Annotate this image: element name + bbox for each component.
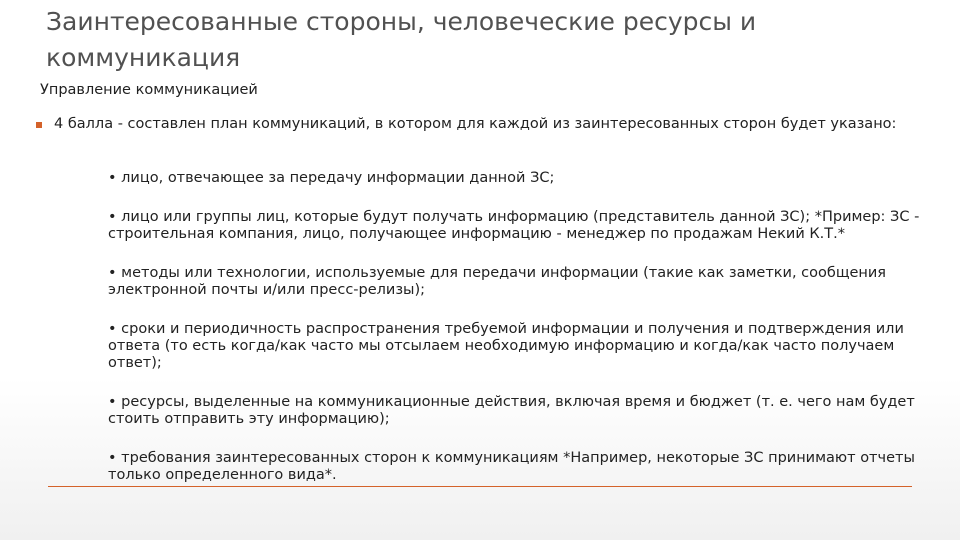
slide-title: Заинтересованные стороны, человеческие ресурсы и коммуникация	[46, 7, 757, 72]
main-bullet-text: 4 балла - составлен план коммуникаций, в котором для каждой из заинтересованных сторон будет указано:	[54, 116, 897, 132]
list-item: • методы или технологии, используемые для передачи информации (такие как заметки, сообщения электронной почты и/или пресс-релизы);	[108, 265, 887, 298]
main-bullet	[36, 116, 906, 133]
list-item: • требования заинтересованных сторон к коммуникациям *Например, некоторые ЗС принимают отчеты только определенного вида*.	[108, 450, 915, 483]
list-item: • лицо или группы лиц, которые будут получать информацию (представитель данной ЗС); *Пример: ЗС - строительная компания, лицо, получающее информацию - менеджер по продажам Некий К.Т.*	[108, 209, 920, 242]
footer-divider	[48, 486, 912, 487]
square-bullet-icon	[36, 122, 42, 128]
slide-subtitle: Управление коммуникацией	[40, 82, 258, 98]
list-item: • ресурсы, выделенные на коммуникационные действия, включая время и бюджет (т. е. чего нам будет стоить отправить эту информацию);	[108, 394, 915, 427]
list-item: • сроки и периодичность распространения требуемой информации и получения и подтверждения или ответа (то есть когда/как часто мы отсылаем необходимую информацию и когда/как часто получаем ответ);	[108, 321, 904, 371]
criteria-list	[108, 170, 938, 484]
list-item: • лицо, отвечающее за передачу информации данной ЗС;	[108, 170, 555, 186]
